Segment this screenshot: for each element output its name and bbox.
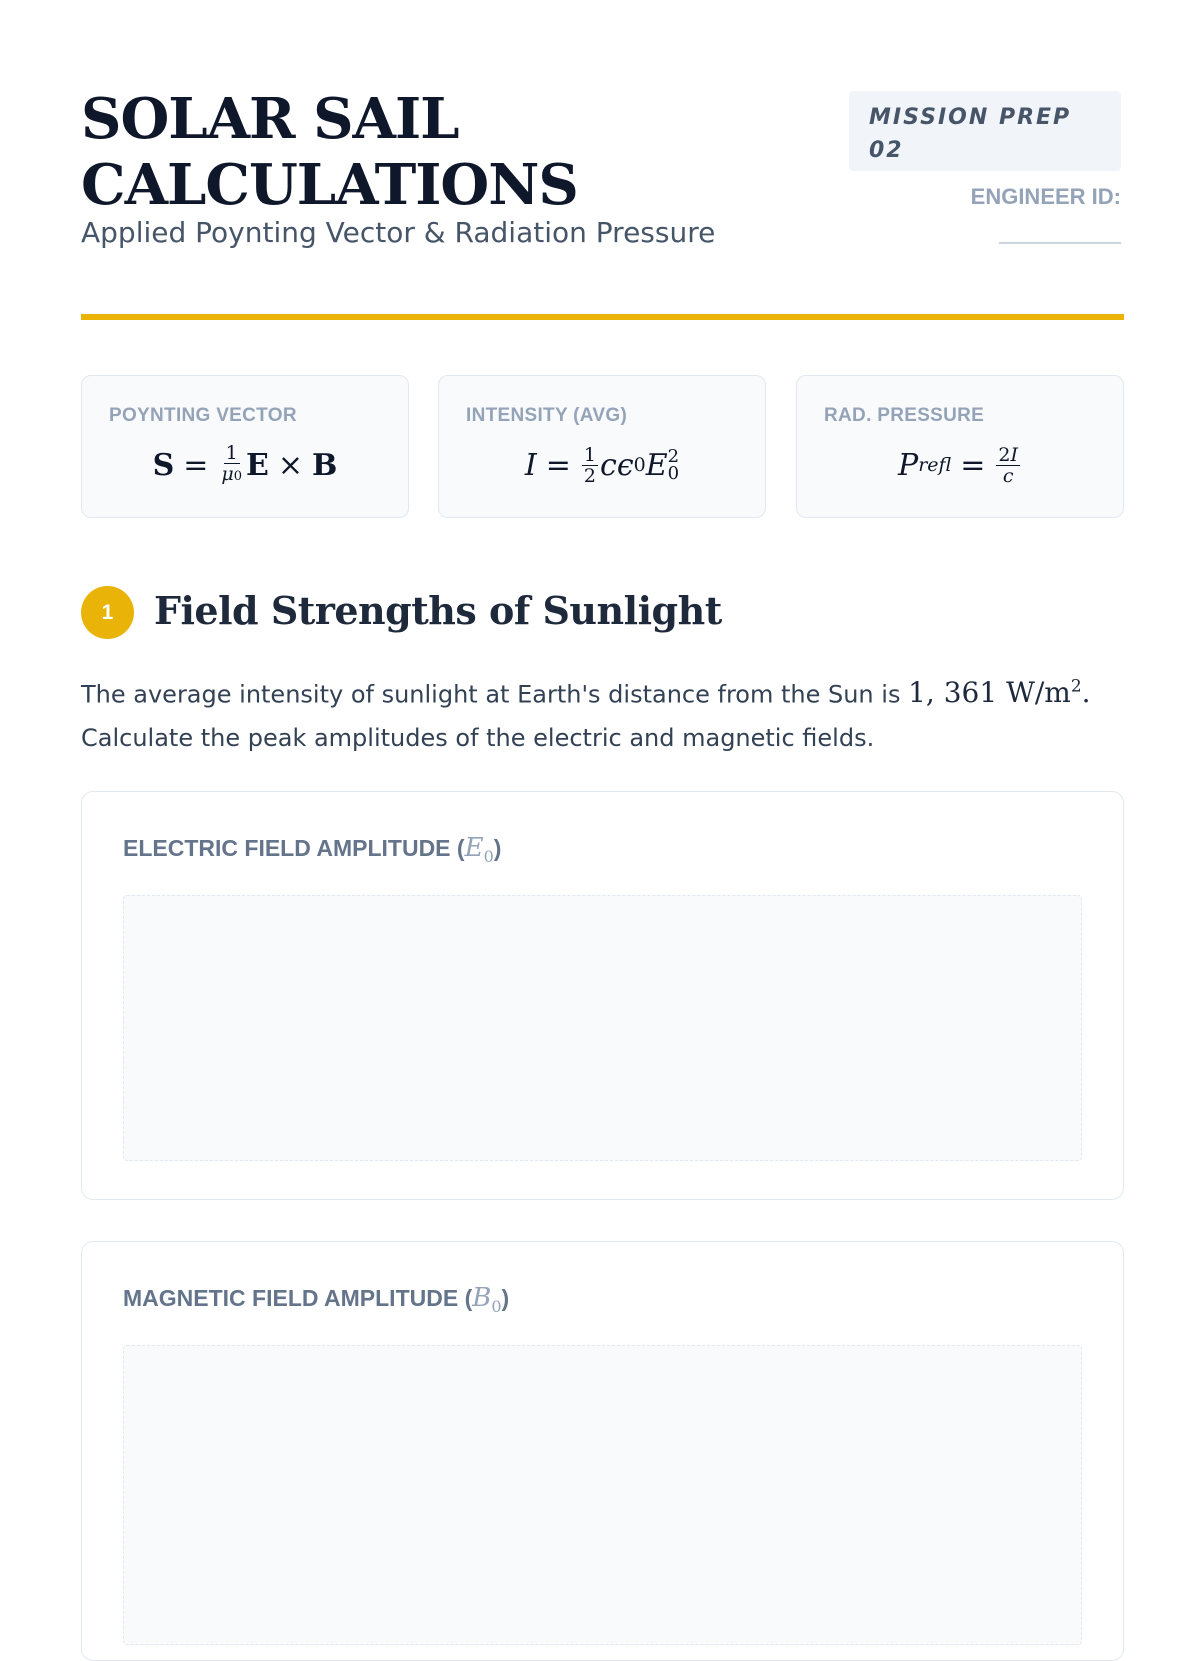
formula-card-label: POYNTING VECTOR: [109, 405, 297, 426]
magnetic-field-work-area[interactable]: [123, 1345, 1082, 1645]
answer-symbol: [472, 1283, 502, 1317]
section-title: Field Strengths of Sunlight: [154, 588, 722, 633]
page-subtitle: Applied Poynting Vector & Radiation Pressure: [81, 216, 716, 249]
answer-label-magnetic: MAGNETIC FIELD AMPLITUDE $(B_0)$: [123, 1283, 510, 1317]
intensity-value-math: 1, 361 $W/m^2$.: [908, 676, 1091, 710]
answer-symbol: [464, 833, 494, 867]
intensity-unit-exponent: 2: [1070, 677, 1082, 697]
intensity-value: 1, 361: [908, 676, 998, 710]
page-title-line-1: SOLAR SAIL: [81, 86, 459, 152]
header-divider: [81, 314, 1124, 320]
mission-badge-line-1: MISSION PREP: [869, 105, 1072, 130]
page-title-line-2: CALCULATIONS: [81, 152, 578, 218]
mission-badge-line-2: 02: [869, 138, 904, 163]
intensity-unit: W/m: [1006, 676, 1071, 710]
section-number-badge: 1: [81, 586, 134, 639]
answer-symbol-letter: E: [464, 833, 484, 863]
answer-symbol-letter: B: [472, 1283, 492, 1313]
pressure-formula: P refl = $\frac{2I}{c}$: [898, 443, 1018, 487]
electric-field-work-area[interactable]: [123, 895, 1082, 1161]
answer-symbol-subscript: 0: [491, 1297, 502, 1317]
formula-card-intensity: [438, 375, 766, 518]
worksheet-header: [81, 86, 1121, 276]
engineer-id-field[interactable]: [999, 242, 1121, 244]
problem-text-2: Calculate the peak amplitudes of the electric and magnetic fields.: [81, 724, 875, 753]
formula-card-label: INTENSITY (AVG): [466, 405, 628, 426]
intensity-formula: I = $\frac{1}{2}$ cϵ 0 E 2 0: [524, 443, 680, 487]
answer-label-electric: ELECTRIC FIELD AMPLITUDE $(E_0)$: [123, 833, 502, 867]
formula-card-pressure: [796, 375, 1124, 518]
formula-card-label: RAD. PRESSURE: [824, 405, 985, 426]
problem-statement: [81, 665, 1124, 760]
answer-box-electric-field: [81, 791, 1124, 1200]
engineer-id-label: ENGINEER ID:: [970, 184, 1121, 209]
formula-card-poynting: [81, 375, 409, 518]
answer-label-text: ELECTRIC FIELD AMPLITUDE: [123, 835, 451, 861]
answer-label-text: MAGNETIC FIELD AMPLITUDE: [123, 1285, 459, 1311]
formula-cards: [81, 375, 1124, 518]
answer-symbol-subscript: 0: [483, 847, 494, 867]
problem-text-1: The average intensity of sunlight at Earth's distance from the Sun is: [81, 680, 901, 709]
mission-badge: [849, 91, 1121, 171]
answer-box-magnetic-field: [81, 1241, 1124, 1661]
poynting-formula: S = $\frac{1}{\mu 0}$ E × B: [152, 442, 338, 485]
